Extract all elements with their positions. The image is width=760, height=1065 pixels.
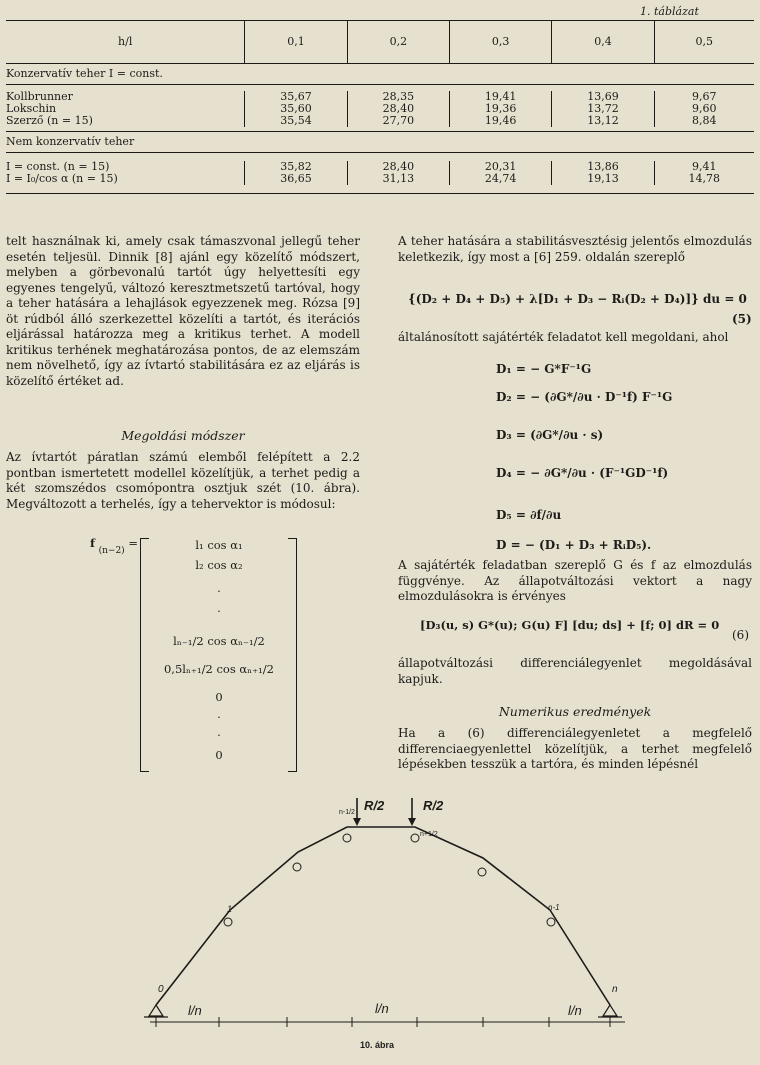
table-cell: 9,41	[692, 160, 717, 173]
table-cell: 13,72	[552, 103, 654, 115]
arch-figure	[0, 780, 760, 1065]
table-cell: 28,40	[348, 161, 450, 173]
table-cell: 19,41	[450, 91, 552, 103]
table-row-label: Lokschin	[6, 103, 245, 115]
table-section-2: Nem konzervatív teher	[6, 132, 754, 153]
right-paragraph-2: általánosított sajátérték feladatot kell megoldani, ahol	[398, 330, 729, 344]
equation-6-number: (6)	[732, 628, 749, 642]
table-cell: 19,13	[552, 173, 654, 185]
left-paragraph-2: Az ívtartót páratlan számú elemből felépített a 2.2 pontban ismertetett modellel közelítjük, a terhet pedig a két szomszédos csomópontra osztjuk szét (10. ábra). Megváltozott a terhelés, így a tehervektor is módosul:	[6, 450, 360, 511]
table-cell: 35,82	[245, 161, 347, 173]
equation-d5: D₅ = ∂f/∂u	[496, 508, 562, 522]
matrix-entry: lₙ₋₁/2 cos αₙ₋₁/2	[173, 634, 265, 648]
table-cell: 35,54	[245, 115, 347, 127]
element-marker	[478, 868, 486, 876]
table-cell: 24,74	[450, 173, 552, 185]
matrix-entry: 0	[215, 748, 223, 762]
matrix-entry: ·	[217, 710, 221, 724]
left-support	[144, 1005, 168, 1017]
table-row	[6, 91, 754, 103]
dimension-label: l/n	[188, 1003, 202, 1018]
table-section-1: Konzervatív teher I = const.	[6, 64, 754, 85]
data-table	[6, 20, 754, 194]
node-label-n: n	[612, 984, 618, 995]
equation-d3: D₃ = (∂G*/∂u · s)	[496, 428, 604, 442]
element-marker	[547, 918, 555, 926]
table-cell: 28,35	[348, 91, 450, 103]
matrix-entry: ·	[217, 584, 221, 598]
table-row	[6, 161, 754, 173]
table-cell: 20,31	[450, 161, 552, 173]
table-header-col: 0,3	[450, 21, 552, 63]
matrix-right-bracket	[288, 538, 297, 772]
load-arrowhead	[408, 818, 416, 826]
dimension-label: l/n	[375, 1001, 389, 1016]
matrix-entry: 0,5lₙ₊₁/2 cos αₙ₊₁/2	[163, 662, 274, 676]
table-header-col: 0,4	[552, 21, 654, 63]
equation-5-number: (5)	[732, 312, 752, 326]
equation-d2: D₂ = − (∂G*/∂u · D⁻¹f) F⁻¹G	[496, 390, 673, 404]
node-label-mid-left: n-1/2	[339, 809, 355, 816]
node-label-n-minus-1: n-1	[548, 903, 560, 912]
right-paragraph-1: A teher hatására a stabilitásvesztésig jelentős elmozdulás keletkezik, így most a [6] 259. oldalán szereplő	[398, 234, 752, 264]
matrix-left-bracket	[140, 538, 149, 772]
table-cell: 9,67	[692, 90, 717, 103]
table-row	[6, 173, 754, 185]
table-cell: 9,60	[692, 102, 717, 115]
table-cell: 14,78	[688, 172, 721, 185]
equation-6: [D₃(u, s) G*(u); G(u) F] [du; ds] + [f; 0] dR = 0	[420, 618, 720, 632]
table-cell: 13,86	[552, 161, 654, 173]
equation-5: {(D₂ + D₄ + D₅) + λ[D₁ + D₃ − Rᵢ(D₂ + D₄)]} du = 0	[408, 292, 747, 306]
table-cell: 27,70	[348, 115, 450, 127]
table-cell: 36,65	[245, 173, 347, 185]
table-cell: 13,12	[552, 115, 654, 127]
table-row-label: Kollbrunner	[6, 91, 245, 103]
element-marker	[224, 918, 232, 926]
table-cell: 31,13	[348, 173, 450, 185]
table-row	[6, 103, 754, 115]
matrix-entry: l₁ cos α₁	[195, 538, 243, 552]
load-vector-symbol: f $_{(n-2)}$ =	[90, 536, 138, 556]
matrix-entry: 0	[215, 690, 223, 704]
figure-caption: 10. ábra	[360, 1040, 395, 1050]
table-row-label: Szerző (n = 15)	[6, 115, 245, 127]
table-cell: 19,36	[450, 103, 552, 115]
right-paragraph-3: A sajátérték feladatban szereplő G és f az elmozdulás függvénye. Az állapotváltozási vektort a nagy elmozdulásokra is érvényes	[398, 558, 752, 603]
equation-dsum: D = − (D₁ + D₃ + RᵢD₅).	[496, 538, 652, 552]
table-cell: 28,40	[348, 103, 450, 115]
equation-d4: D₄ = − ∂G*/∂u · (F⁻¹GD⁻¹f)	[496, 466, 669, 480]
table-caption: 1. táblázat	[640, 5, 699, 18]
table-header-col: 0,1	[245, 21, 347, 63]
right-section-heading: Numerikus eredmények	[498, 704, 652, 719]
node-label-1: 1	[227, 904, 233, 914]
load-label: R/2	[364, 798, 385, 813]
table-cell: 8,84	[692, 114, 717, 127]
node-label-0: 0	[158, 984, 164, 995]
table-row	[6, 115, 754, 127]
table-cell: 35,67	[245, 91, 347, 103]
table-header-col: 0,2	[348, 21, 450, 63]
load-vector	[90, 536, 310, 776]
right-paragraph-5: Ha a (6) differenciálegyenletet a megfelelő differenciaegyenlettel közelítjük, a terhet megfelelő lépésekben tesszük a tartóra, és minden lépésnél	[398, 726, 752, 771]
element-marker	[293, 863, 301, 871]
table-header-col: 0,5	[695, 35, 714, 48]
table-cell: 13,69	[552, 91, 654, 103]
load-label: R/2	[423, 798, 444, 813]
element-marker	[411, 834, 419, 842]
left-section-heading: Megoldási módszer	[121, 428, 245, 443]
element-marker	[343, 834, 351, 842]
table-row-label: I = I₀/cos α (n = 15)	[6, 173, 245, 185]
table-row-label: I = const. (n = 15)	[6, 161, 245, 173]
load-arrowhead	[353, 818, 361, 826]
matrix-entry: l₂ cos α₂	[195, 558, 243, 572]
right-support	[598, 1005, 622, 1017]
table-cell: 19,46	[450, 115, 552, 127]
matrix-entry: ·	[217, 728, 221, 742]
node-label-mid-right: n+1/2	[420, 831, 438, 838]
left-paragraph-1: telt használnak ki, amely csak támaszvonal jellegű teher esetén teljesül. Dinnik [8] ajánl egy közelítő módszert, melyben a görbevonalú tartót úgy helyettesíti egy egyenes tengelyű, változó keresztmetszetű tartóval, hogy a teher hatására a lehajlások egyezzenek meg. Rózsa [9] öt rúdból álló szerkezettel közelíti a tartót, és iterációs eljárással határozza meg a kritikus terhet. A modell kritikus terhének meghatározása pontos, de az elemszám nem növelhető, így az ívtartó stabilitására ez az eljárás is közelítő értéket ad.	[6, 234, 360, 388]
arch-polyline	[156, 827, 610, 1005]
table-cell: 35,60	[245, 103, 347, 115]
equation-d1: D₁ = − G*F⁻¹G	[496, 362, 592, 376]
table-header-hl: h/l	[6, 21, 245, 63]
dimension-label: l/n	[568, 1003, 582, 1018]
right-paragraph-4: állapotváltozási differenciálegyenlet megoldásával kapjuk.	[398, 656, 752, 686]
matrix-entry: ·	[217, 604, 221, 618]
